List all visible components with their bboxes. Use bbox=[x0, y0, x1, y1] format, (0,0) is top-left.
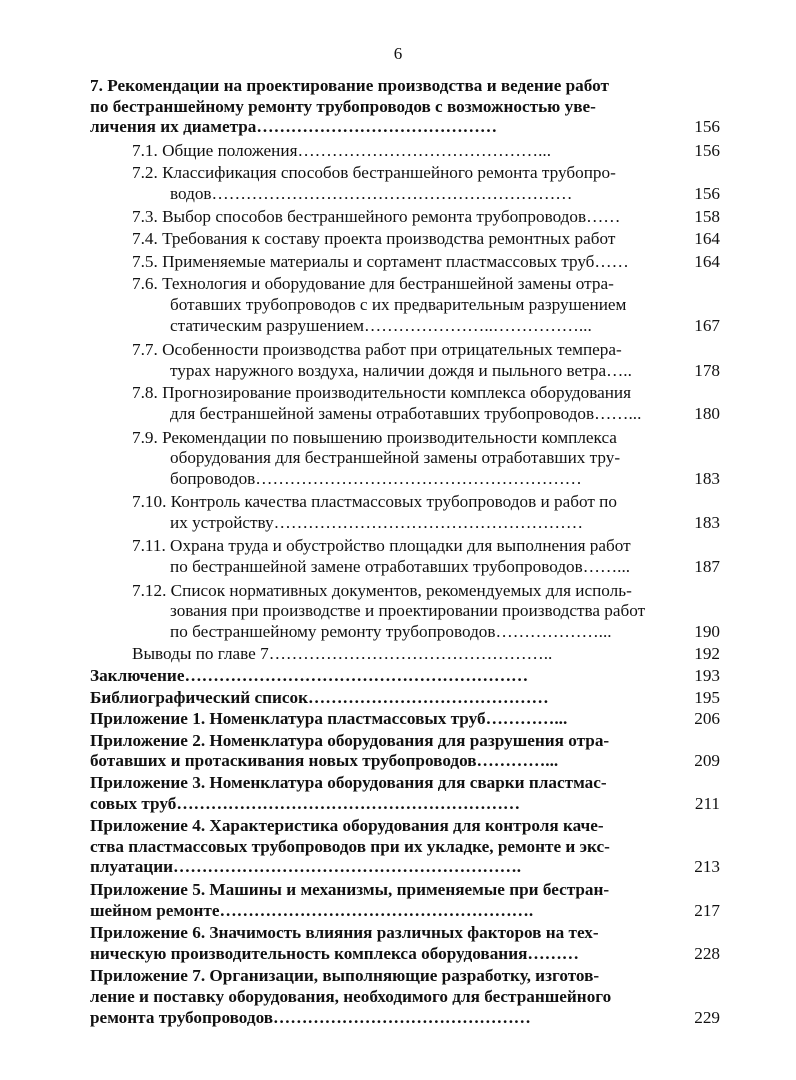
toc-entry bbox=[90, 644, 720, 665]
toc-entry-page: 180 bbox=[694, 403, 720, 423]
toc-entry-title: 7.5. Применяемые материалы и сортамент пластмассовых труб…… bbox=[132, 251, 629, 271]
toc-entry-title: Выводы по главе 7………………………………………….. bbox=[132, 644, 553, 664]
toc-entry-page: 156 bbox=[694, 140, 720, 160]
toc-entry bbox=[90, 581, 720, 643]
toc-entry bbox=[90, 383, 720, 424]
toc-entry bbox=[90, 816, 720, 878]
page-number: 6 bbox=[393, 44, 403, 63]
toc-entry bbox=[90, 536, 720, 577]
toc-entry bbox=[90, 666, 720, 687]
toc-entry-page: 206 bbox=[694, 709, 720, 729]
toc-entry-page: 164 bbox=[694, 251, 720, 271]
toc-entry bbox=[90, 76, 720, 138]
toc-entry-title: 7.7. Особенности производства работ при отрицательных темпера- турах наружного воздуха, наличии дождя и пыльного ветра….. bbox=[132, 340, 632, 380]
toc-entry-page: 193 bbox=[694, 666, 720, 686]
toc-entry bbox=[90, 688, 720, 709]
toc-entry bbox=[90, 428, 720, 490]
toc-entry-title: Приложение 3. Номенклатура оборудования для сварки пластмас- совых труб…………………………………………………… bbox=[90, 773, 607, 813]
toc-entry-page: 158 bbox=[694, 206, 720, 226]
toc-entry-page: 183 bbox=[694, 512, 720, 532]
toc-entry-title: 7.8. Прогнозирование производительности комплекса оборудования для бестраншейной замены отработавших трубопроводов……... bbox=[132, 383, 642, 423]
toc-entry-page: 156 bbox=[694, 183, 720, 203]
toc-entry bbox=[90, 880, 720, 921]
toc-entry bbox=[90, 731, 720, 772]
toc-entry-page: 178 bbox=[694, 360, 720, 380]
toc-entry bbox=[90, 966, 720, 1028]
toc-entry-page: 213 bbox=[694, 857, 720, 877]
toc-entry bbox=[90, 274, 720, 336]
toc-entry-title: Приложение 5. Машины и механизмы, применяемые при бестран- шейном ремонте………………………………………………. bbox=[90, 879, 610, 920]
toc-entry-title: 7.1. Общие положения……………………………………... bbox=[132, 140, 551, 160]
toc-entry bbox=[90, 163, 720, 204]
toc-entry-page: 187 bbox=[694, 557, 720, 577]
toc-entry bbox=[90, 773, 720, 814]
toc-entry-title: 7.10. Контроль качества пластмассовых трубопроводов и работ по их устройству……………………………………………… bbox=[132, 492, 617, 532]
toc-entry bbox=[90, 709, 720, 730]
toc-entry bbox=[90, 252, 720, 273]
toc-entry-page: 167 bbox=[694, 315, 720, 335]
toc-entry bbox=[90, 207, 720, 228]
toc-entry-title: Приложение 2. Номенклатура оборудования для разрушения отра- ботавших и протаскивания новых трубопроводов…………... bbox=[90, 730, 610, 771]
toc-entry-page: 192 bbox=[694, 644, 720, 664]
toc-entry-page: 217 bbox=[694, 900, 720, 920]
toc-entry bbox=[90, 923, 720, 964]
toc-entry-title: Библиографический список…………………………………… bbox=[90, 687, 549, 707]
toc-entry-page: 156 bbox=[694, 117, 720, 137]
toc-entry-title: Приложение 4. Характеристика оборудования для контроля каче- ства пластмассовых трубопроводов при их укладке, ремонте и экс- плуатации……………………………………………………. bbox=[90, 816, 610, 877]
toc-entry bbox=[90, 492, 720, 533]
toc-entry bbox=[90, 141, 720, 162]
toc-entry-title: Заключение…………………………………………………… bbox=[90, 666, 529, 686]
toc-entry-page: 164 bbox=[694, 229, 720, 249]
toc-entry-page: 190 bbox=[694, 621, 720, 641]
toc-entry bbox=[90, 229, 720, 250]
toc-entry-page: 211 bbox=[694, 793, 720, 813]
toc-entry-title: 7.6. Технология и оборудование для бестраншейной замены отра- ботавших трубопроводов с их предварительным разрушением статическим разрушением…………………..……………... bbox=[132, 274, 627, 335]
toc-entry-title: 7. Рекомендации на проектирование производства и ведение работ по бестраншейному ремонту трубопроводов с возможностью уве- личения их диаметра…………………………………… bbox=[90, 76, 609, 137]
toc-entry-title: Приложение 7. Организации, выполняющие разработку, изготов- ление и поставку оборудования, необходимого для бестраншейного ремонта трубопроводов……………………………………… bbox=[90, 966, 612, 1027]
toc-entry-page: 183 bbox=[694, 468, 720, 488]
toc-entry-page: 209 bbox=[694, 751, 720, 771]
toc-entry-title: 7.12. Список нормативных документов, рекомендуемых для исполь- зования при производстве и проектировании производства работ по бестраншейному ремонту трубопроводов………………... bbox=[132, 580, 646, 641]
toc-entry-title: 7.3. Выбор способов бестраншейного ремонта трубопроводов…… bbox=[132, 206, 621, 226]
toc-entry bbox=[90, 340, 720, 381]
toc-entry-page: 195 bbox=[694, 687, 720, 707]
toc-entry-title: Приложение 1. Номенклатура пластмассовых труб…………... bbox=[90, 709, 568, 729]
toc-entry-title: 7.4. Требования к составу проекта производства ремонтных работ bbox=[132, 229, 616, 249]
toc-entry-title: 7.9. Рекомендации по повышению производительности комплекса оборудования для бестраншейной замены отработавших тру- бопроводов………………………………………………… bbox=[132, 427, 621, 488]
toc-entry-title: Приложение 6. Значимость влияния различных факторов на тех- ническую производительность комплекса оборудования……… bbox=[90, 923, 599, 963]
table-of-contents bbox=[90, 76, 720, 1028]
toc-entry-title: 7.11. Охрана труда и обустройство площадки для выполнения работ по бестраншейной замене отработавших трубопроводов……... bbox=[132, 536, 631, 577]
toc-entry-title: 7.2. Классификация способов бестраншейного ремонта трубопро- водов……………………………………………………… bbox=[132, 163, 616, 203]
toc-entry-page: 229 bbox=[694, 1007, 720, 1027]
toc-entry-page: 228 bbox=[694, 943, 720, 963]
